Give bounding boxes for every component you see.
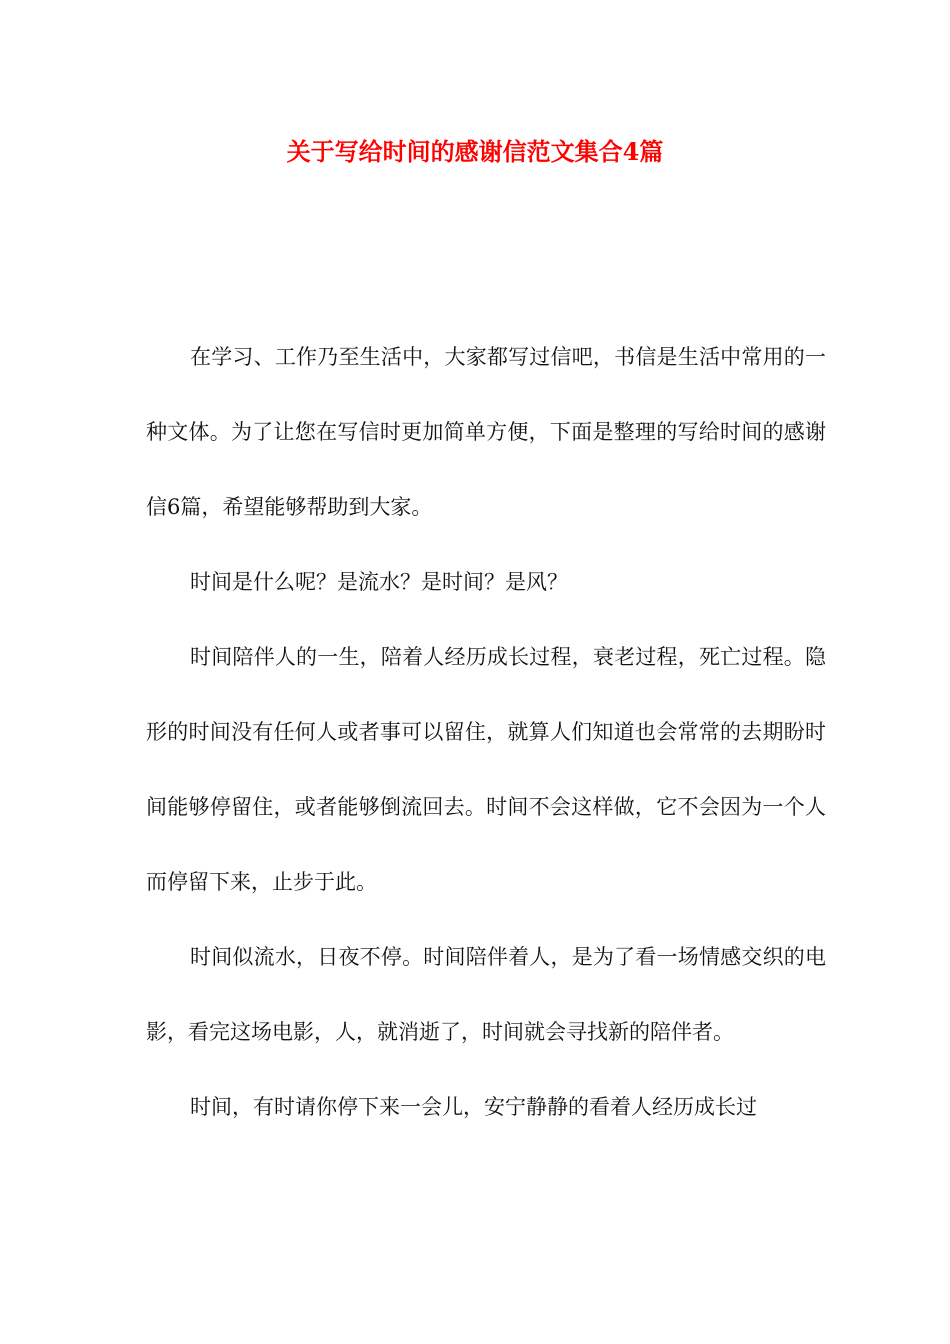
paragraph-question: 时间是什么呢？是流水？是时间？是风？ (190, 570, 568, 594)
paragraph-pause: 时间，有时请你停下来一会儿，安宁静静的看着人经历成长过 (190, 1095, 757, 1119)
document-title: 关于写给时间的感谢信范文集合4篇 (286, 137, 664, 166)
paragraph-companion: 时间陪伴人的一生，陪着人经历成长过程，衰老过程，死亡过程。隐形的时间没有任何人或者事可以留住，就算人们知道也会常常的去期盼时间能够停留住，或者能够倒流回去。时间不会这样做，它不会因为一个人而停留下来，止步于此。 (146, 645, 826, 894)
document-body (146, 320, 826, 1145)
paragraph-flowing-water: 时间似流水，日夜不停。时间陪伴着人，是为了看一场情感交织的电影，看完这场电影，人，就消逝了，时间就会寻找新的陪伴者。 (146, 945, 826, 1044)
paragraph-intro: 在学习、工作乃至生活中，大家都写过信吧，书信是生活中常用的一种文体。为了让您在写信时更加简单方便，下面是整理的写给时间的感谢信6篇，希望能够帮助到大家。 (146, 345, 826, 519)
